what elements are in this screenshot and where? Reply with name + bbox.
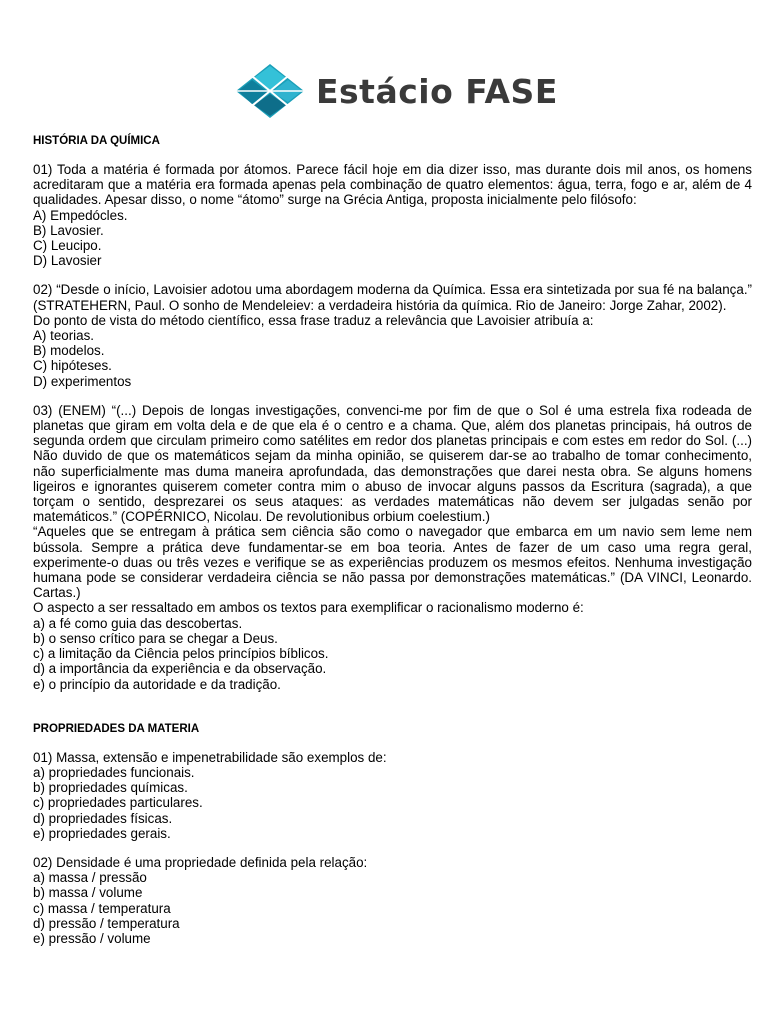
option-item: B) modelos. (33, 343, 105, 359)
option-item: a) propriedades funcionais. (33, 764, 195, 780)
option-list (33, 208, 752, 269)
option-item: c) massa / temperatura (33, 900, 171, 916)
option-item: e) pressão / volume (33, 930, 151, 946)
option-item: e) propriedades gerais. (33, 825, 171, 841)
question-text: 01) Toda a matéria é formada por átomos. Parece fácil hoje em dia dizer isso, mas durante dois mil anos, os homens acreditaram que a matéria era formada apenas pela combinação de quatro elementos: água, terra, fogo e ar, além de 4 qualidades. Apesar disso, o nome “átomo” surge na Grécia Antiga, proposta inicialmente pelo filósofo: (33, 162, 752, 208)
logo-text: Estácio FASE (316, 71, 558, 111)
question-text: 02) Densidade é uma propriedade definida pela relação: (33, 854, 368, 870)
option-list (33, 616, 752, 692)
option-item: c) propriedades particulares. (33, 795, 203, 811)
question-prompt: O aspecto a ser ressaltado em ambos os textos para exemplificar o racionalismo moderno é: (33, 600, 584, 616)
option-item: e) o princípio da autoridade e da tradição. (33, 676, 281, 692)
option-item: A) Empedócles. (33, 207, 128, 223)
option-list (33, 765, 752, 841)
question-text: 01) Massa, extensão e impenetrabilidade são exemplos de: (33, 749, 387, 765)
option-list (33, 870, 752, 946)
option-item: d) pressão / temperatura (33, 915, 180, 931)
option-item: d) propriedades físicas. (33, 810, 173, 826)
question-prompt: Do ponto de vista do método científico, essa frase traduz a relevância que Lavoisier atribuía a: (33, 312, 594, 328)
question-quote: “Aqueles que se entregam à prática sem ciência são como o navegador que embarca em um navio sem leme nem bússola. Sempre a prática deve fundamentar-se em boa teoria. Antes de fazer de um caso uma regra geral, experimente-o duas ou três vezes e verifique se as experiências produzem os mesmos efeitos. Nenhuma investigação humana pode se considerar verdadeira ciência se não passa por demonstrações matemáticas.” (DA VINCI, Leonardo. Cartas.) (33, 524, 752, 601)
option-item: a) a fé como guia das descobertas. (33, 615, 243, 631)
option-item: C) hipóteses. (33, 358, 112, 374)
option-list (33, 328, 752, 389)
estacio-diamond-icon (236, 64, 304, 118)
option-item: b) o senso crítico para se chegar a Deus. (33, 630, 278, 646)
option-item: c) a limitação da Ciência pelos princípios bíblicos. (33, 646, 329, 662)
section-title-historia: HISTÓRIA DA QUÍMICA (33, 135, 160, 147)
option-item: C) Leucipo. (33, 238, 102, 254)
option-item: B) Lavosier. (33, 222, 104, 238)
option-item: D) Lavosier (33, 253, 102, 269)
option-item: d) a importância da experiência e da observação. (33, 661, 327, 677)
document-content (33, 134, 752, 946)
option-item: a) massa / pressão (33, 870, 147, 886)
question-text: 03) (ENEM) “(...) Depois de longas investigações, convenci-me por fim de que o Sol é uma estrela fixa rodeada de planetas que giram em volta dela e de que ela é o centro e a chama. Que, além dos planetas principais, há outros de segunda ordem que circulam primeiro como satélites em redor dos planetas principais e com estes em redor do Sol. (...) Não duvido de que os matemáticos sejam da minha opinião, se quiserem dar-se ao trabalho de tomar conhecimento, não superficialmente mas duma maneira aprofundada, das demonstrações que darei nesta obra. Se alguns homens ligeiros e ignorantes quiserem cometer contra mim o abuso de invocar alguns passos da Escritura (sagrada), a que torçam o sentido, desprezarei os seus ataques: as verdades matemáticas não devem ser julgadas senão por matemáticos.” (COPÉRNICO, Nicolau. De revolutionibus orbium coelestium.) (33, 402, 752, 525)
section-title-propriedades: PROPRIEDADES DA MATERIA (33, 722, 200, 735)
estacio-logo (236, 64, 558, 118)
option-item: b) propriedades químicas. (33, 780, 188, 796)
option-item: D) experimentos (33, 373, 132, 389)
option-item: A) teorias. (33, 328, 95, 344)
option-item: b) massa / volume (33, 885, 143, 901)
question-text: 02) “Desde o início, Lavoisier adotou uma abordagem moderna da Química. Essa era sintetizada por sua fé na balança.” (STRATEHERN, Paul. O sonho de Mendeleiev: a verdadeira história da química. Rio de Janeiro: Jorge Zahar, 2002). (33, 282, 752, 313)
